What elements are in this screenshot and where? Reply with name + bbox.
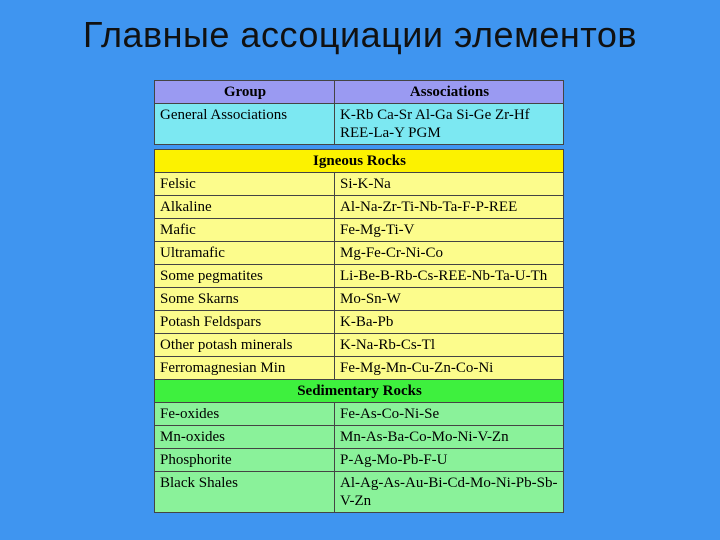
- group-cell: Some pegmatites: [155, 265, 335, 288]
- group-cell: Potash Feldspars: [155, 311, 335, 334]
- group-cell: Alkaline: [155, 196, 335, 219]
- column-header-group: Group: [155, 81, 335, 104]
- table-row: [155, 357, 564, 380]
- group-cell: Phosphorite: [155, 449, 335, 472]
- column-header-associations: Associations: [335, 81, 564, 104]
- associations-cell: P-Ag-Mo-Pb-F-U: [335, 449, 564, 472]
- table-row: [155, 196, 564, 219]
- associations-cell: Fe-Mg-Ti-V: [335, 219, 564, 242]
- group-cell: Mafic: [155, 219, 335, 242]
- associations-cell: Fe-Mg-Mn-Cu-Zn-Co-Ni: [335, 357, 564, 380]
- associations-cell: K-Rb Ca-Sr Al-Ga Si-Ge Zr-Hf REE-La-Y PGM: [335, 104, 564, 145]
- group-cell: Some Skarns: [155, 288, 335, 311]
- table-row: [155, 449, 564, 472]
- table-row: [155, 403, 564, 426]
- associations-cell: Al-Na-Zr-Ti-Nb-Ta-F-P-REE: [335, 196, 564, 219]
- section-header-igneous: [155, 150, 564, 173]
- group-cell: Ferromagnesian Min: [155, 357, 335, 380]
- table-row: [155, 288, 564, 311]
- group-cell: Black Shales: [155, 472, 335, 513]
- group-cell: Fe-oxides: [155, 403, 335, 426]
- section-title: Sedimentary Rocks: [155, 380, 564, 403]
- group-cell: General Associations: [155, 104, 335, 145]
- associations-cell: Li-Be-B-Rb-Cs-REE-Nb-Ta-U-Th: [335, 265, 564, 288]
- associations-cell: Fe-As-Co-Ni-Se: [335, 403, 564, 426]
- associations-cell: Si-K-Na: [335, 173, 564, 196]
- associations-cell: K-Na-Rb-Cs-Tl: [335, 334, 564, 357]
- group-cell: Felsic: [155, 173, 335, 196]
- table-row: [155, 219, 564, 242]
- table-row: [155, 242, 564, 265]
- section-header-sedimentary: [155, 380, 564, 403]
- associations-cell: Mg-Fe-Cr-Ni-Co: [335, 242, 564, 265]
- table-header-row: [155, 81, 564, 104]
- associations-cell: Mo-Sn-W: [335, 288, 564, 311]
- table-row: [155, 472, 564, 513]
- table-row: [155, 334, 564, 357]
- table-row: [155, 311, 564, 334]
- group-cell: Mn-oxides: [155, 426, 335, 449]
- section-title: Igneous Rocks: [155, 150, 564, 173]
- associations-cell: Mn-As-Ba-Co-Mo-Ni-V-Zn: [335, 426, 564, 449]
- table-row: [155, 265, 564, 288]
- group-cell: Other potash minerals: [155, 334, 335, 357]
- table-row: [155, 173, 564, 196]
- element-associations-table: [154, 80, 564, 513]
- associations-cell: K-Ba-Pb: [335, 311, 564, 334]
- table-row: [155, 426, 564, 449]
- slide-title: Главные ассоциации элементов: [83, 14, 637, 55]
- associations-cell: Al-Ag-As-Au-Bi-Cd-Mo-Ni-Pb-Sb-V-Zn: [335, 472, 564, 513]
- group-cell: Ultramafic: [155, 242, 335, 265]
- table-row: [155, 104, 564, 145]
